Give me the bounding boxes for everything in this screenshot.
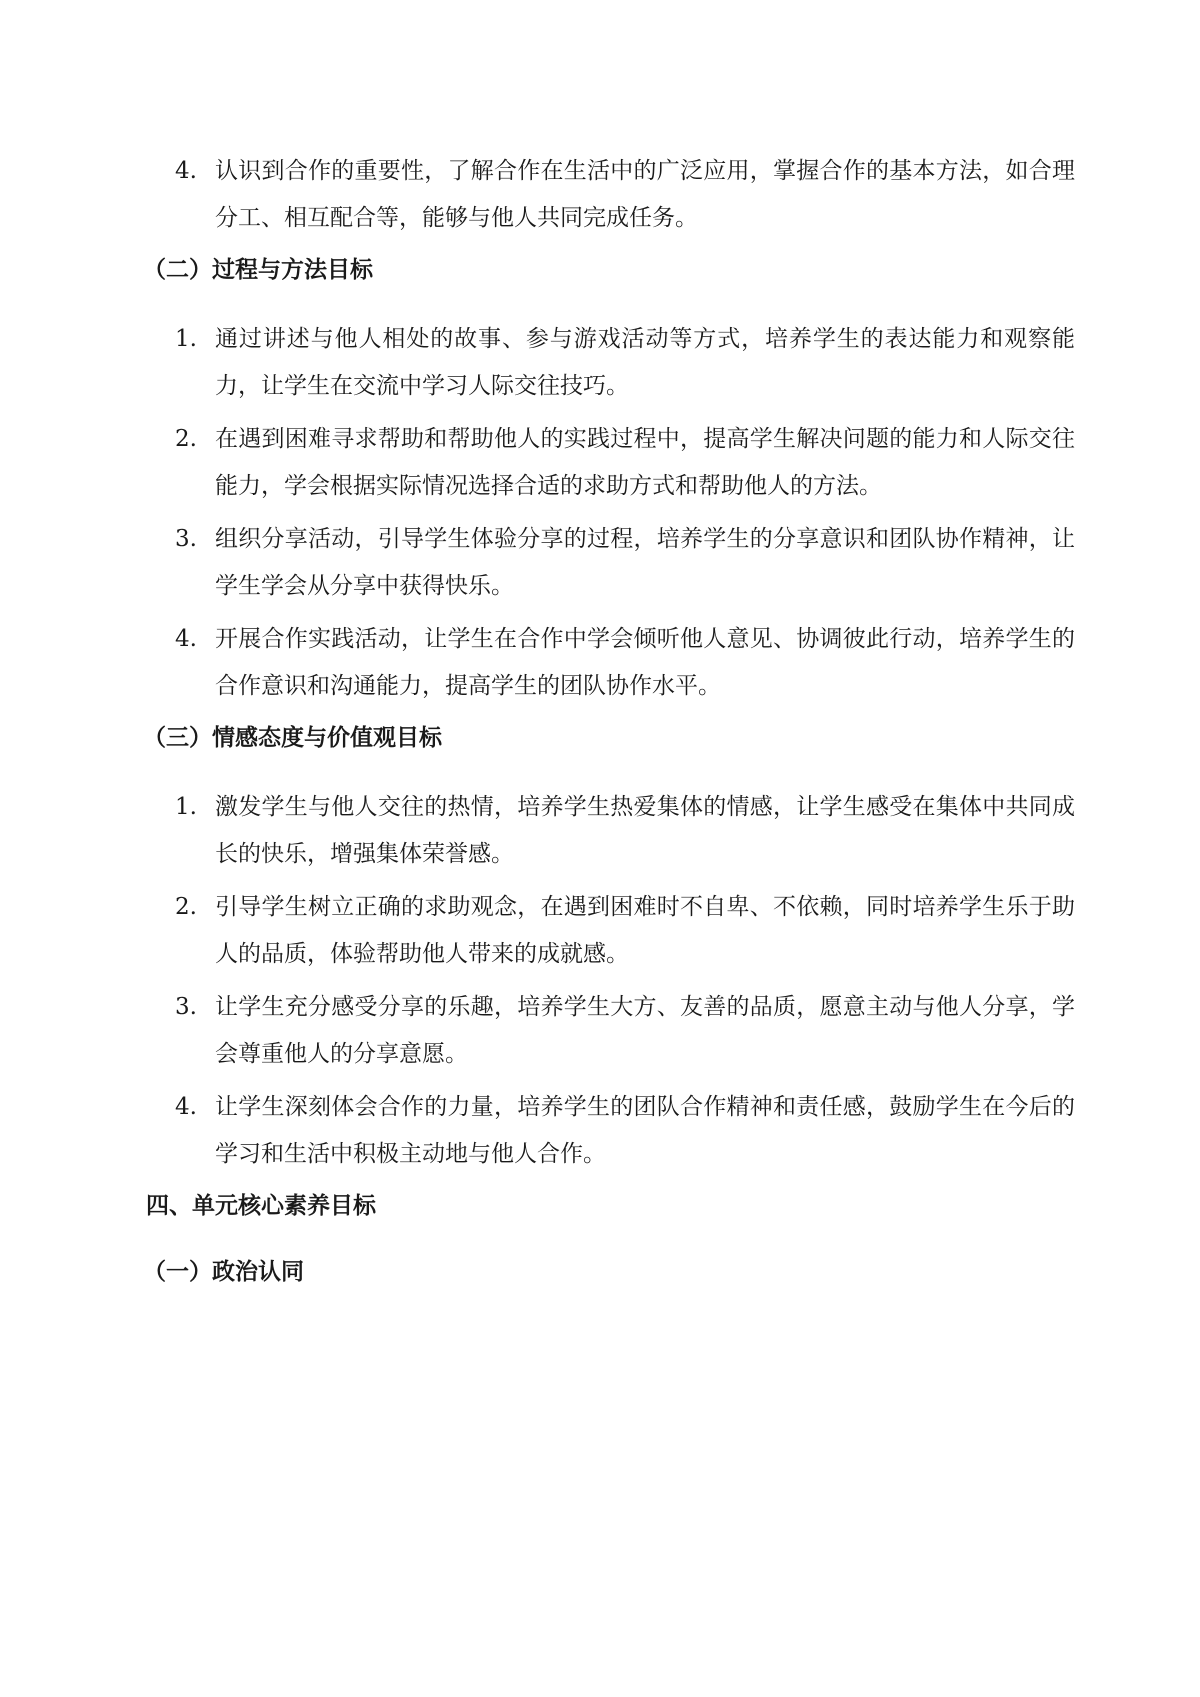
list-item	[175, 884, 1075, 978]
list-item	[175, 1084, 1075, 1178]
list-item	[175, 984, 1075, 1078]
list-item	[175, 784, 1075, 878]
item-text: 引导学生树立正确的求助观念，在遇到困难时不自卑、不依赖，同时培养学生乐于助人的品质，体验帮助他人带来的成就感。	[215, 894, 1075, 967]
sub-heading-political-identity: （一）政治认同	[143, 1259, 304, 1285]
section-heading-process-methods: （二）过程与方法目标	[143, 257, 373, 283]
list-item	[175, 516, 1075, 610]
section-heading-emotion-values: （三）情感态度与价值观目标	[143, 725, 442, 751]
item-text: 在遇到困难寻求帮助和帮助他人的实践过程中，提高学生解决问题的能力和人际交往能力，学会根据实际情况选择合适的求助方式和帮助他人的方法。	[215, 426, 1075, 499]
item-text: 组织分享活动，引导学生体验分享的过程，培养学生的分享意识和团队协作精神，让学生学会从分享中获得快乐。	[215, 526, 1075, 599]
item-text: 让学生深刻体会合作的力量，培养学生的团队合作精神和责任感，鼓励学生在今后的学习和生活中积极主动地与他人合作。	[215, 1094, 1075, 1167]
list-item	[175, 616, 1075, 710]
item-number: 4.	[175, 1094, 197, 1120]
item-number: 1.	[175, 326, 197, 352]
item-text: 开展合作实践活动，让学生在合作中学会倾听他人意见、协调彼此行动，培养学生的合作意识和沟通能力，提高学生的团队协作水平。	[215, 626, 1075, 699]
item-number: 3.	[175, 526, 197, 552]
item-text: 让学生充分感受分享的乐趣，培养学生大方、友善的品质，愿意主动与他人分享，学会尊重他人的分享意愿。	[215, 994, 1075, 1067]
item-number: 3.	[175, 994, 197, 1020]
item-text: 通过讲述与他人相处的故事、参与游戏活动等方式，培养学生的表达能力和观察能力，让学生在交流中学习人际交往技巧。	[215, 326, 1075, 399]
item-number: 2.	[175, 426, 197, 452]
item-text: 认识到合作的重要性，了解合作在生活中的广泛应用，掌握合作的基本方法，如合理分工、相互配合等，能够与他人共同完成任务。	[215, 158, 1075, 231]
section-heading-core-literacy: 四、单元核心素养目标	[146, 1193, 376, 1219]
item-number: 4.	[175, 626, 197, 652]
item-number: 1.	[175, 794, 197, 820]
list-item	[175, 416, 1075, 510]
list-item	[175, 148, 1075, 242]
item-number: 2.	[175, 894, 197, 920]
item-number: 4.	[175, 158, 197, 184]
item-text: 激发学生与他人交往的热情，培养学生热爱集体的情感，让学生感受在集体中共同成长的快乐，增强集体荣誉感。	[215, 794, 1075, 867]
list-item	[175, 316, 1075, 410]
